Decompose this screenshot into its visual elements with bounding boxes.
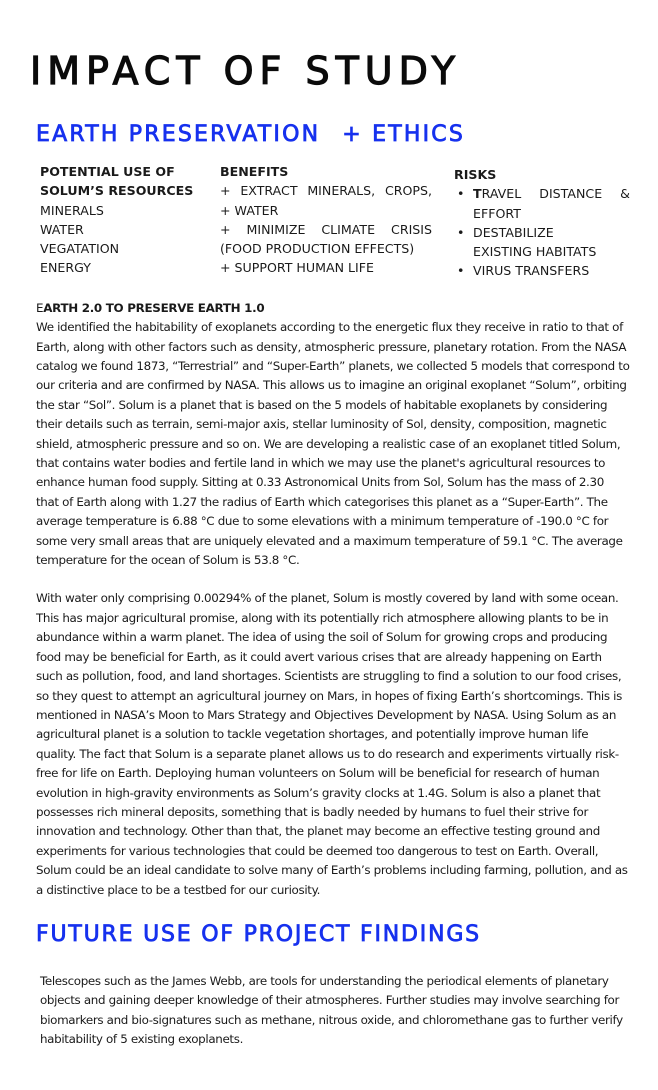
resources-header-line-2: SOLUM’S RESOURCES [40, 183, 194, 199]
benefit-line: + WATER [220, 202, 279, 218]
risk-line-2: EXISTING HABITATS [473, 244, 597, 260]
resource-item: WATER [40, 221, 84, 237]
resources-header-line-1: POTENTIAL USE OF [40, 164, 175, 179]
benefit-line: (FOOD PRODUCTION EFFECTS) [220, 241, 415, 257]
resource-item: MINERALS [40, 202, 104, 218]
earth2-subheading-first: E [36, 300, 44, 315]
risk-line-1-rest: RAVEL DISTANCE & [481, 186, 630, 202]
page-title: IMPACT OF STUDY [30, 49, 462, 93]
resources-column [36, 162, 220, 281]
earth-preservation-heading-row [36, 120, 630, 150]
water-section [36, 589, 630, 900]
risk-first-letter: T [473, 186, 482, 202]
risk-item [454, 223, 630, 262]
resource-item: VEGATATION [40, 241, 120, 257]
risks-column [432, 162, 630, 281]
water-paragraph: With water only comprising 0.00294% of the planet, Solum is mostly covered by land with some ocean. This has major agricultural promise, along with its potentially rich atmosphere allowing plants to be in abundance within a warm planet. The idea of using the soil of Solum for growing crops and producing food may be beneficial for Earth, as it could avert various crises that are already happening on Earth such as pollution, food, and land shortages. Scientists are struggling to find a solution to our food crises, so they quest to attempt an agricultural journey on Mars, in hopes of fixing Earth’s shortcomings. This is mentioned in NASA’s Moon to Mars Strategy and Objectives Development by NASA. Using Solum as an agricultural planet is a solution to tackle vegetation shortages, and potentially improve human life quality. The fact that Solum is a separate planet allows us to do research and experiments virtually risk-free for life on Earth. Deploying human volunteers on Solum will be beneficial for research of human evolution in high-gravity environments as Solum’s gravity clocks at 1.4G. Solum is also a planet that possesses rich mineral deposits, something that is badly needed by humans to fuel their strive for innovation and technology. Other than that, the planet may become an effective testing ground and experiments for various technologies that could be deemed too dangerous to test on Earth. Overall, Solum could be an ideal candidate to solve many of Earth’s problems including farming, pollution, and as a distinctive place to be a testbed for our curiosity. [36, 591, 628, 897]
bullet-icon: • [457, 263, 465, 279]
risk-line-1 [473, 184, 630, 203]
risk-line-1: DESTABILIZE [473, 224, 554, 240]
resource-item: ENERGY [40, 260, 91, 276]
earth2-subheading [36, 299, 630, 318]
bullet-icon: • [457, 186, 465, 202]
earth-preservation-columns [36, 162, 630, 281]
risk-line-1: VIRUS TRANSFERS [473, 263, 590, 279]
ethics-heading: + ETHICS [342, 122, 466, 147]
benefit-line: + SUPPORT HUMAN LIFE [220, 260, 374, 276]
future-paragraph: Telescopes such as the James Webb, are tools for understanding the periodical elements of planetary objects and gaining deeper knowledge of their atmospheres. Further studies may involve searching for biomarkers and bio-signatures such as methane, nitrous oxide, and chloromethane gas to further verify habitability of 5 existing exoplanets. [40, 973, 623, 1047]
earth2-section [36, 299, 630, 571]
benefit-line: + MINIMIZE CLIMATE CRISIS [220, 221, 432, 237]
future-use-heading: FUTURE USE OF PROJECT FINDINGS [36, 921, 481, 947]
bullet-icon: • [457, 224, 465, 240]
risks-header: RISKS [454, 167, 497, 182]
earth2-paragraph: We identified the habitability of exoplanets according to the energetic flux they receive in ratio to that of Earth, along with other factors such as density, atmospheric pressure, planetary rotation. From the NASA catalog we found 1873, “Terrestrial” and “Super-Earth” planets, we collected 5 models that correspond to our criteria and are confirmed by NASA. This allows us to imagine an original exoplanet “Solum”, orbiting the star “Sol”. Solum is a planet that is based on the 5 models of habitable exoplanets by considering their details such as terrain, semi-major axis, stellar luminosity of Sol, density, composition, magnetic shield, atmospheric pressure and so on. We are developing a realistic case of an exoplanet titled Solum, that contains water bodies and fertile land in which we may use the planet's agricultural resources to enhance human food supply. Sitting at 0.33 Astronomical Units from Sol, Solum has the mass of 2.30 that of Earth along with 1.27 the radius of Earth which categorises this planet as a “Super-Earth”. The average temperature is 6.88 °C due to some elevations with a minimum temperature of -190.0 °C for some very small areas that are uniquely elevated and a maximum temperature of 59.1 °C. The average temperature for the ocean of Solum is 53.8 °C. [36, 320, 630, 568]
benefit-line: + EXTRACT MINERALS, CROPS, [220, 183, 432, 199]
risk-item [454, 261, 630, 280]
risk-item [454, 184, 630, 223]
future-section [36, 972, 630, 1050]
earth-preservation-heading: EARTH PRESERVATION [36, 122, 321, 147]
benefits-column [220, 162, 432, 281]
risks-list [454, 184, 630, 280]
risk-line-2: EFFORT [473, 205, 521, 221]
earth2-subheading-rest: ARTH 2.0 TO PRESERVE EARTH 1.0 [43, 300, 265, 315]
benefits-header: BENEFITS [220, 164, 289, 179]
